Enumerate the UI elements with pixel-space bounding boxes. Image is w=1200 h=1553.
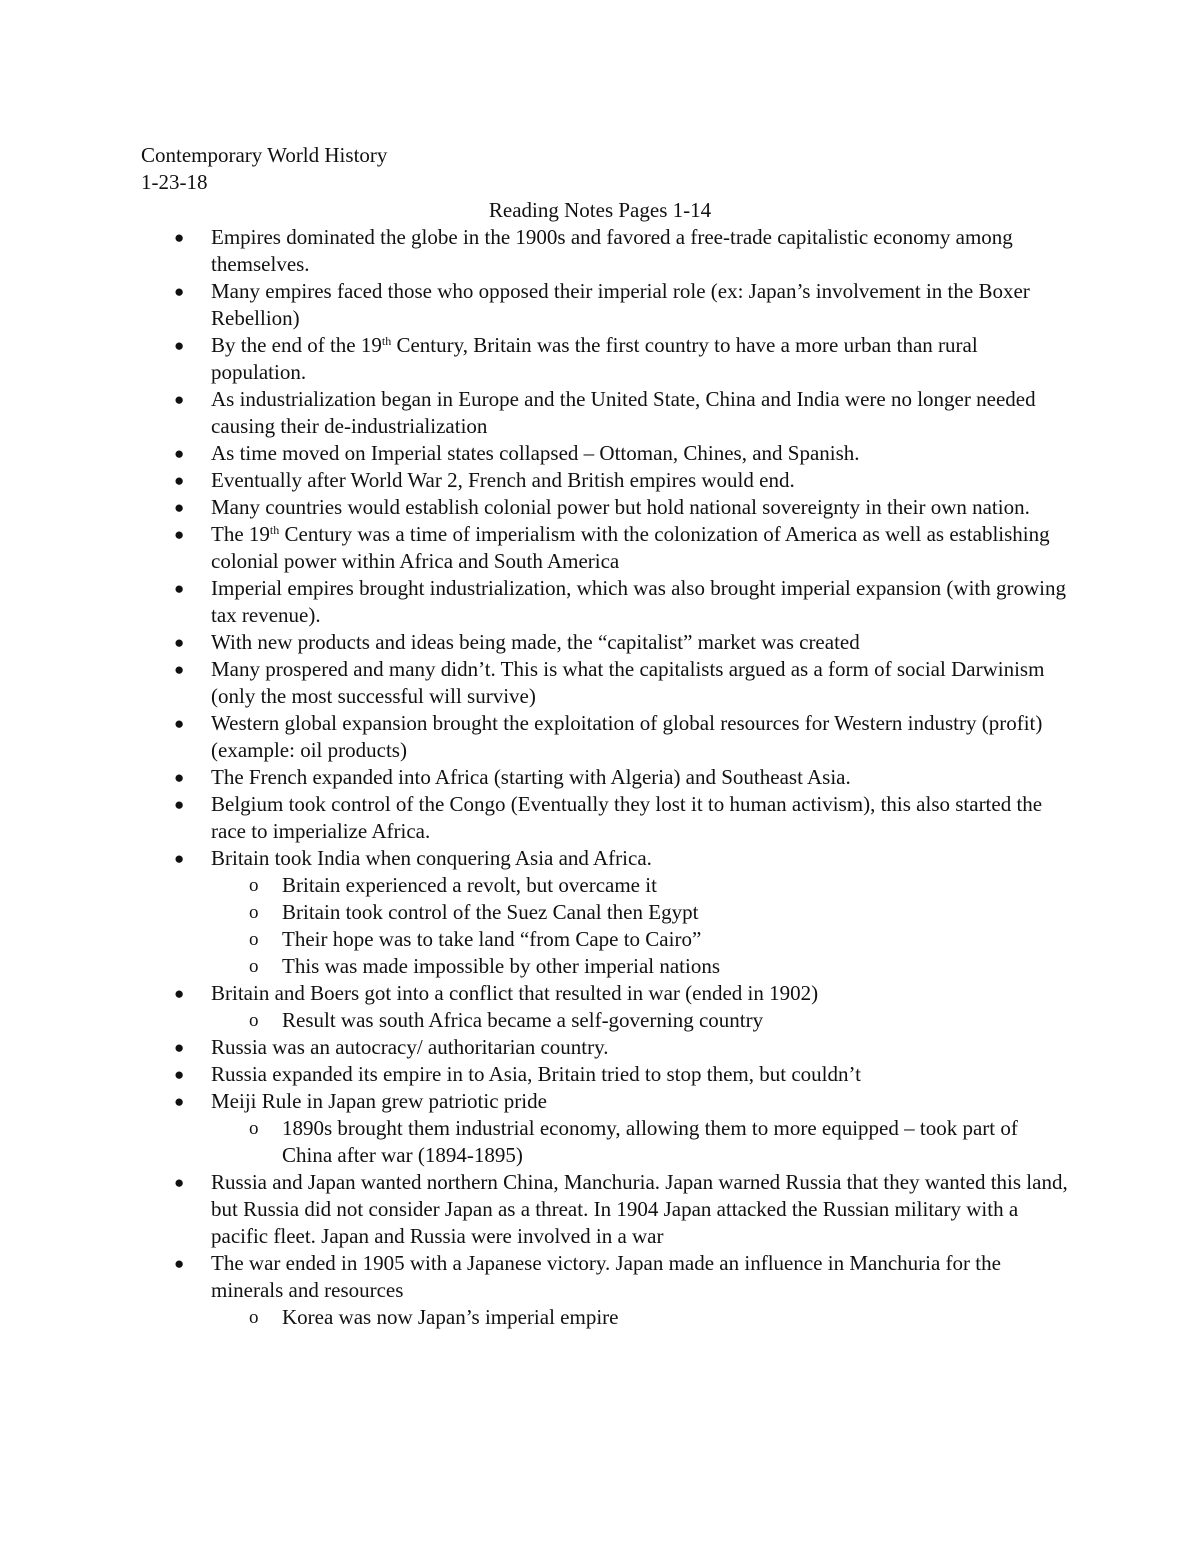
sub-bullet-icon: o (249, 1307, 259, 1328)
bullet-text: Russia was an autocracy/ authoritarian country. (211, 1035, 609, 1059)
bullet-item (0, 278, 1071, 332)
bullet-icon: ● (174, 633, 185, 652)
bullet-icon: ● (174, 795, 185, 814)
bullet-icon: ● (174, 471, 185, 490)
bullet-text: With new products and ideas being made, the “capitalist” market was created (211, 630, 860, 654)
bullet-item (0, 629, 1071, 656)
bullet-item (0, 656, 1071, 710)
bullet-text: Their hope was to take land “from Cape to Cairo” (282, 927, 702, 951)
bullet-icon: ● (174, 714, 185, 733)
bullet-text: Eventually after World War 2, French and British empires would end. (211, 468, 795, 492)
bullet-item (0, 764, 1071, 791)
bullet-text: Many countries would establish colonial power but hold national sovereignty in their own nation. (211, 495, 1030, 519)
bullet-text: Britain took control of the Suez Canal then Egypt (282, 900, 699, 924)
bullet-text: Many empires faced those who opposed their imperial role (ex: Japan’s involvement in the Boxer Rebellion) (211, 279, 1030, 330)
bullet-icon: ● (174, 390, 185, 409)
bullet-icon: ● (174, 444, 185, 463)
bullet-item (0, 575, 1071, 629)
bullet-text: Russia expanded its empire in to Asia, Britain tried to stop them, but couldn’t (211, 1062, 861, 1086)
bullet-icon: ● (174, 1065, 185, 1084)
bullet-text (211, 333, 978, 384)
bullet-text: Belgium took control of the Congo (Eventually they lost it to human activism), this also started the race to imperialize Africa. (211, 792, 1043, 843)
bullet-icon: ● (174, 849, 185, 868)
sub-bullet-icon: o (249, 929, 259, 950)
bullet-text: As time moved on Imperial states collapsed – Ottoman, Chines, and Spanish. (211, 441, 860, 465)
course-name: Contemporary World History (141, 143, 388, 167)
bullet-icon: ● (174, 228, 185, 247)
ordinal-suffix: th (269, 523, 280, 537)
bullet-text: Britain experienced a revolt, but overcame it (282, 873, 657, 897)
bullet-item (0, 440, 1071, 467)
bullet-text-part: Century was a time of imperialism with the colonization of America as well as establishing colonial power within Africa and South America (211, 522, 1050, 573)
bullet-text: Empires dominated the globe in the 1900s and favored a free-trade capitalistic economy among themselves. (211, 225, 1013, 276)
sub-bullet-icon: o (249, 875, 259, 896)
bullet-item (0, 332, 1071, 386)
bullet-item (0, 980, 1071, 1007)
bullet-text: Result was south Africa became a self-governing country (282, 1008, 764, 1032)
bullet-text: Imperial empires brought industrialization, which was also brought imperial expansion (with growing tax revenue). (211, 576, 1066, 627)
sub-bullet-icon: o (249, 1010, 259, 1031)
bullet-icon: ● (174, 1173, 185, 1192)
sub-bullet-icon: o (249, 1118, 259, 1139)
bullet-item (0, 710, 1071, 764)
bullet-item (0, 1250, 1071, 1304)
bullet-text: As industrialization began in Europe and the United State, China and India were no longer needed causing their de-industrialization (211, 387, 1036, 438)
bullet-icon: ● (174, 768, 185, 787)
bullet-text: This was made impossible by other imperial nations (282, 954, 721, 978)
bullet-text: Meiji Rule in Japan grew patriotic pride (211, 1089, 547, 1113)
bullet-item (0, 494, 1071, 521)
sub-bullet-item (0, 899, 1062, 926)
bullet-text-part: The 19 (211, 522, 270, 546)
bullet-item (0, 467, 1071, 494)
bullet-text: The French expanded into Africa (starting with Algeria) and Southeast Asia. (211, 765, 851, 789)
bullet-text-part: Century, Britain was the first country to have a more urban than rural population. (211, 333, 978, 384)
ordinal-suffix: th (381, 334, 392, 348)
bullet-text (211, 522, 1050, 573)
bullet-item (0, 1061, 1071, 1088)
bullet-icon: ● (174, 1254, 185, 1273)
bullet-icon: ● (174, 1092, 185, 1111)
sub-bullet-item (0, 926, 1062, 953)
bullet-icon: ● (174, 282, 185, 301)
bullet-text: Many prospered and many didn’t. This is what the capitalists argued as a form of social Darwinism (only the most successful will survive) (211, 657, 1045, 708)
sub-bullet-icon: o (249, 956, 259, 977)
notes-list (0, 224, 1071, 1331)
bullet-icon: ● (174, 525, 185, 544)
sub-bullet-item (0, 1007, 1062, 1034)
sub-bullet-item (0, 872, 1062, 899)
bullet-icon: ● (174, 984, 185, 1003)
bullet-text: Russia and Japan wanted northern China, Manchuria. Japan warned Russia that they wanted this land, but Russia did not consider Japan as a threat. In 1904 Japan attacked the Russian military with a pacific fleet. Japan and Russia were involved in a war (211, 1170, 1068, 1248)
bullet-icon: ● (174, 660, 185, 679)
sub-bullet-item (0, 1115, 1062, 1169)
bullet-item (0, 521, 1071, 575)
bullet-icon: ● (174, 579, 185, 598)
bullet-text: Britain took India when conquering Asia and Africa. (211, 846, 652, 870)
bullet-item (0, 845, 1071, 872)
bullet-text: 1890s brought them industrial economy, allowing them to more equipped – took part of China after war (1894-1895) (282, 1116, 1018, 1167)
sub-bullet-item (0, 1304, 1062, 1331)
bullet-item (0, 1169, 1071, 1250)
bullet-icon: ● (174, 1038, 185, 1057)
document-date: 1-23-18 (141, 170, 208, 194)
bullet-text-part: By the end of the 19 (211, 333, 382, 357)
bullet-text: Korea was now Japan’s imperial empire (282, 1305, 619, 1329)
sub-bullet-item (0, 953, 1062, 980)
bullet-item (0, 224, 1071, 278)
document-header (141, 142, 387, 196)
bullet-icon: ● (174, 498, 185, 517)
bullet-item (0, 1088, 1071, 1115)
bullet-text: The war ended in 1905 with a Japanese victory. Japan made an influence in Manchuria for the minerals and resources (211, 1251, 1001, 1302)
bullet-item (0, 1034, 1071, 1061)
sub-bullet-icon: o (249, 902, 259, 923)
bullet-item (0, 386, 1071, 440)
bullet-icon: ● (174, 336, 185, 355)
bullet-text: Britain and Boers got into a conflict that resulted in war (ended in 1902) (211, 981, 819, 1005)
bullet-text: Western global expansion brought the exploitation of global resources for Western industry (profit) (example: oil products) (211, 711, 1043, 762)
page-title: Reading Notes Pages 1-14 (488, 198, 712, 222)
bullet-item (0, 791, 1071, 845)
